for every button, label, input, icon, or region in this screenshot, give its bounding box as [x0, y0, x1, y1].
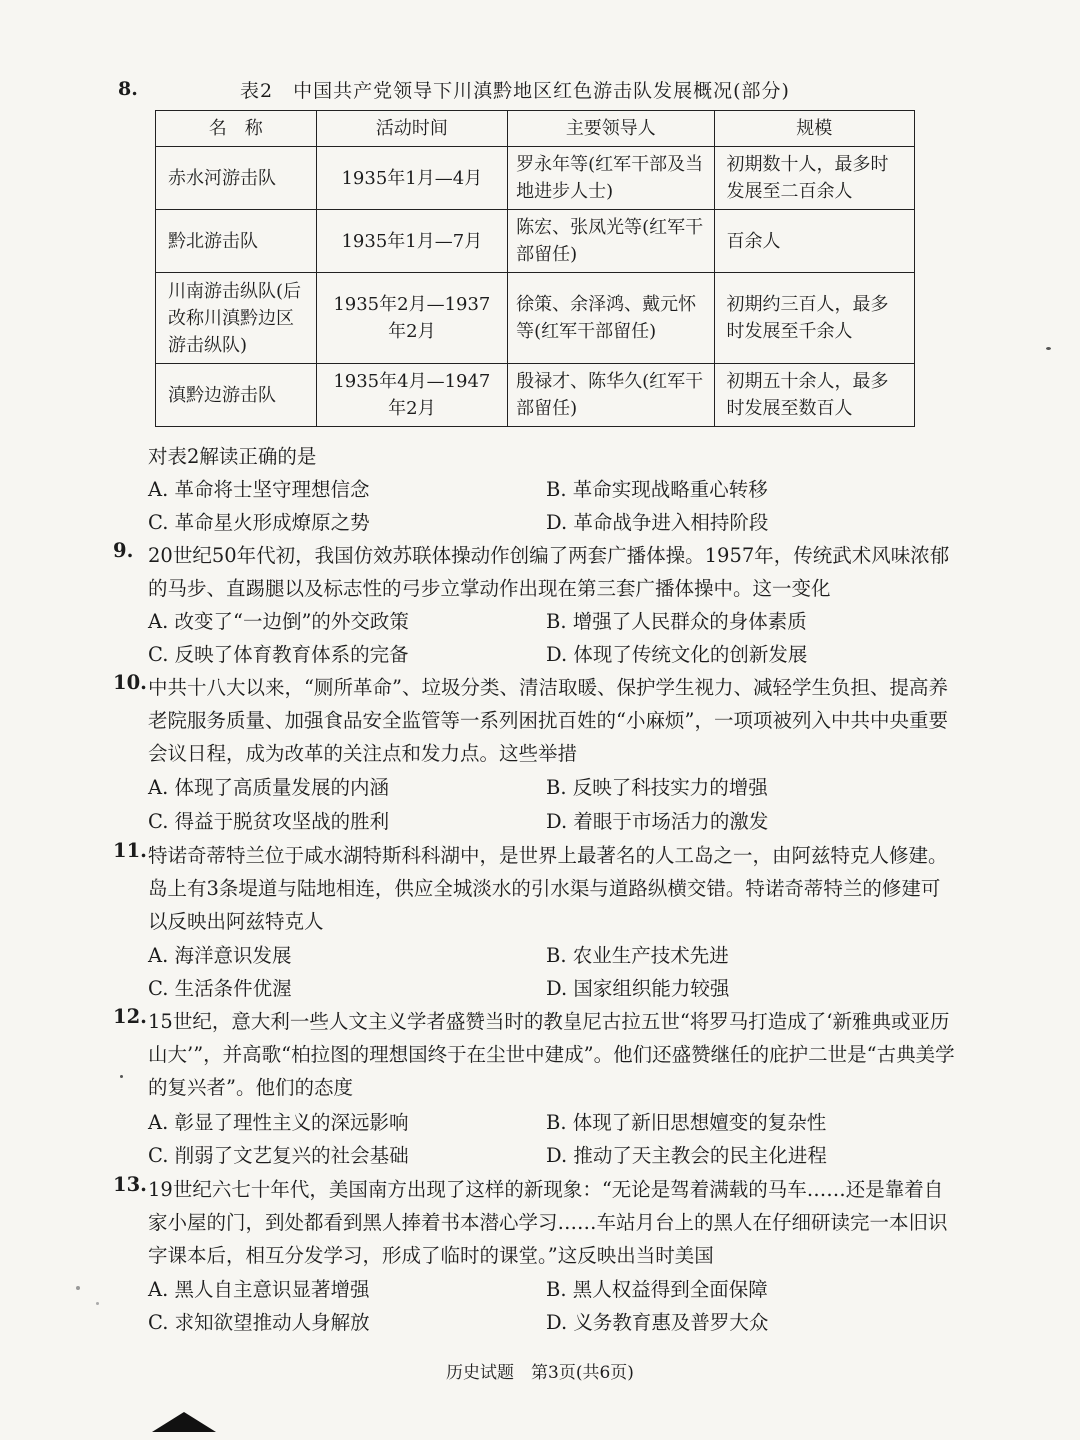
cell-time: 1935年1月—7月	[316, 210, 508, 273]
scan-speck	[120, 1075, 123, 1078]
cell-leaders: 陈宏、张凤光等(红军干部留任)	[508, 210, 714, 273]
option-c[interactable]: C. 革命星火形成燎原之势	[148, 511, 370, 534]
option-c[interactable]: C. 反映了体育教育体系的完备	[148, 643, 409, 666]
cell-scale: 初期约三百人，最多时发展至千余人	[714, 273, 914, 364]
option-c[interactable]: C. 削弱了文艺复兴的社会基础	[148, 1144, 409, 1167]
page-footer: 历史试题 第3页(共6页)	[446, 1363, 634, 1383]
option-b[interactable]: B. 体现了新旧思想嬗变的复杂性	[546, 1111, 827, 1134]
question-number: 11.	[113, 839, 147, 862]
option-b[interactable]: B. 反映了科技实力的增强	[546, 776, 768, 799]
question-number: 10.	[113, 671, 147, 694]
option-b[interactable]: B. 增强了人民群众的身体素质	[546, 610, 807, 633]
cell-time: 1935年1月—4月	[316, 147, 508, 210]
option-d[interactable]: D. 革命战争进入相持阶段	[546, 511, 769, 534]
cell-name: 滇黔边游击队	[156, 364, 317, 427]
option-c[interactable]: C. 得益于脱贫攻坚战的胜利	[148, 810, 390, 833]
option-b[interactable]: B. 黑人权益得到全面保障	[546, 1278, 768, 1301]
question-stem: 对表2解读正确的是	[148, 445, 317, 468]
question-stem: 15世纪，意大利一些人文主义学者盛赞当时的教皇尼古拉五世“将罗马打造成了‘新雅典或亚历山大’”，并高歌“柏拉图的理想国终于在尘世中建成”。他们还盛赞继任的庇护二世是“古典美学的复兴者”。他们的态度	[148, 1010, 955, 1099]
cell-scale: 百余人	[714, 210, 914, 273]
table-row	[156, 364, 915, 427]
option-d[interactable]: D. 体现了传统文化的创新发展	[546, 643, 808, 666]
cell-time: 1935年4月—1947年2月	[316, 364, 508, 427]
triangle-mark-icon	[152, 1412, 216, 1432]
option-a[interactable]: A. 改变了“一边倒”的外交政策	[148, 610, 409, 633]
option-d[interactable]: D. 着眼于市场活力的激发	[546, 810, 769, 833]
option-a[interactable]: A. 黑人自主意识显著增强	[148, 1278, 370, 1301]
header-name: 名 称	[156, 111, 317, 147]
cell-leaders: 罗永年等(红军干部及当地进步人士)	[508, 147, 714, 210]
question-stem: 特诺奇蒂特兰位于咸水湖特斯科科湖中，是世界上最著名的人工岛之一，由阿兹特克人修建。岛上有3条堤道与陆地相连，供应全城淡水的引水渠与道路纵横交错。特诺奇蒂特兰的修建可以反映出阿兹特克人	[148, 844, 948, 933]
option-a[interactable]: A. 革命将士坚守理想信念	[148, 478, 370, 501]
cell-name: 黔北游击队	[156, 210, 317, 273]
cell-name: 赤水河游击队	[156, 147, 317, 210]
question-number: 9.	[113, 539, 134, 562]
question-stem: 中共十八大以来，“厕所革命”、垃圾分类、清洁取暖、保护学生视力、减轻学生负担、提高养老院服务质量、加强食品安全监管等一系列困扰百姓的“小麻烦”，一项项被列入中共中央重要会议日程，成为改革的关注点和发力点。这些举措	[148, 676, 948, 765]
table-caption: 表2 中国共产党领导下川滇黔地区红色游击队发展概况(部分)	[240, 80, 790, 102]
header-scale: 规模	[714, 111, 914, 147]
header-time: 活动时间	[316, 111, 508, 147]
scan-speck	[1046, 347, 1051, 350]
option-b[interactable]: B. 农业生产技术先进	[546, 944, 729, 967]
cell-scale: 初期五十余人，最多时发展至数百人	[714, 364, 914, 427]
table-row	[156, 210, 915, 273]
question-number: 12.	[113, 1005, 147, 1028]
option-c[interactable]: C. 求知欲望推动人身解放	[148, 1311, 370, 1334]
guerrilla-table	[155, 110, 915, 427]
option-a[interactable]: A. 海洋意识发展	[148, 944, 292, 967]
option-b[interactable]: B. 革命实现战略重心转移	[546, 478, 768, 501]
question-stem: 20世纪50年代初，我国仿效苏联体操动作创编了两套广播体操。1957年，传统武术风味浓郁的马步、直踢腿以及标志性的弓步立掌动作出现在第三套广播体操中。这一变化	[148, 544, 950, 600]
option-a[interactable]: A. 彰显了理性主义的深远影响	[148, 1111, 409, 1134]
table-row	[156, 147, 915, 210]
cell-name: 川南游击纵队(后改称川滇黔边区游击纵队)	[156, 273, 317, 364]
question-number: 13.	[113, 1173, 147, 1196]
option-a[interactable]: A. 体现了高质量发展的内涵	[148, 776, 389, 799]
option-c[interactable]: C. 生活条件优渥	[148, 977, 292, 1000]
table-row	[156, 273, 915, 364]
table-header-row	[156, 111, 915, 147]
cell-time: 1935年2月—1937年2月	[316, 273, 508, 364]
option-d[interactable]: D. 推动了天主教会的民主化进程	[546, 1144, 827, 1167]
cell-leaders: 殷禄才、陈华久(红军干部留任)	[508, 364, 714, 427]
scan-speck	[76, 1286, 80, 1290]
option-d[interactable]: D. 国家组织能力较强	[546, 977, 730, 1000]
cell-scale: 初期数十人，最多时发展至二百余人	[714, 147, 914, 210]
question-number: 8.	[118, 78, 138, 100]
question-stem: 19世纪六七十年代，美国南方出现了这样的新现象：“无论是驾着满载的马车……还是靠着自家小屋的门，到处都看到黑人捧着书本潜心学习……车站月台上的黑人在仔细研读完一本旧识字课本后，相互分发学习，形成了临时的课堂。”这反映出当时美国	[148, 1178, 948, 1267]
option-d[interactable]: D. 义务教育惠及普罗大众	[546, 1311, 769, 1334]
scan-speck	[96, 1302, 99, 1305]
cell-leaders: 徐策、余泽鸿、戴元怀等(红军干部留任)	[508, 273, 714, 364]
header-leaders: 主要领导人	[508, 111, 714, 147]
